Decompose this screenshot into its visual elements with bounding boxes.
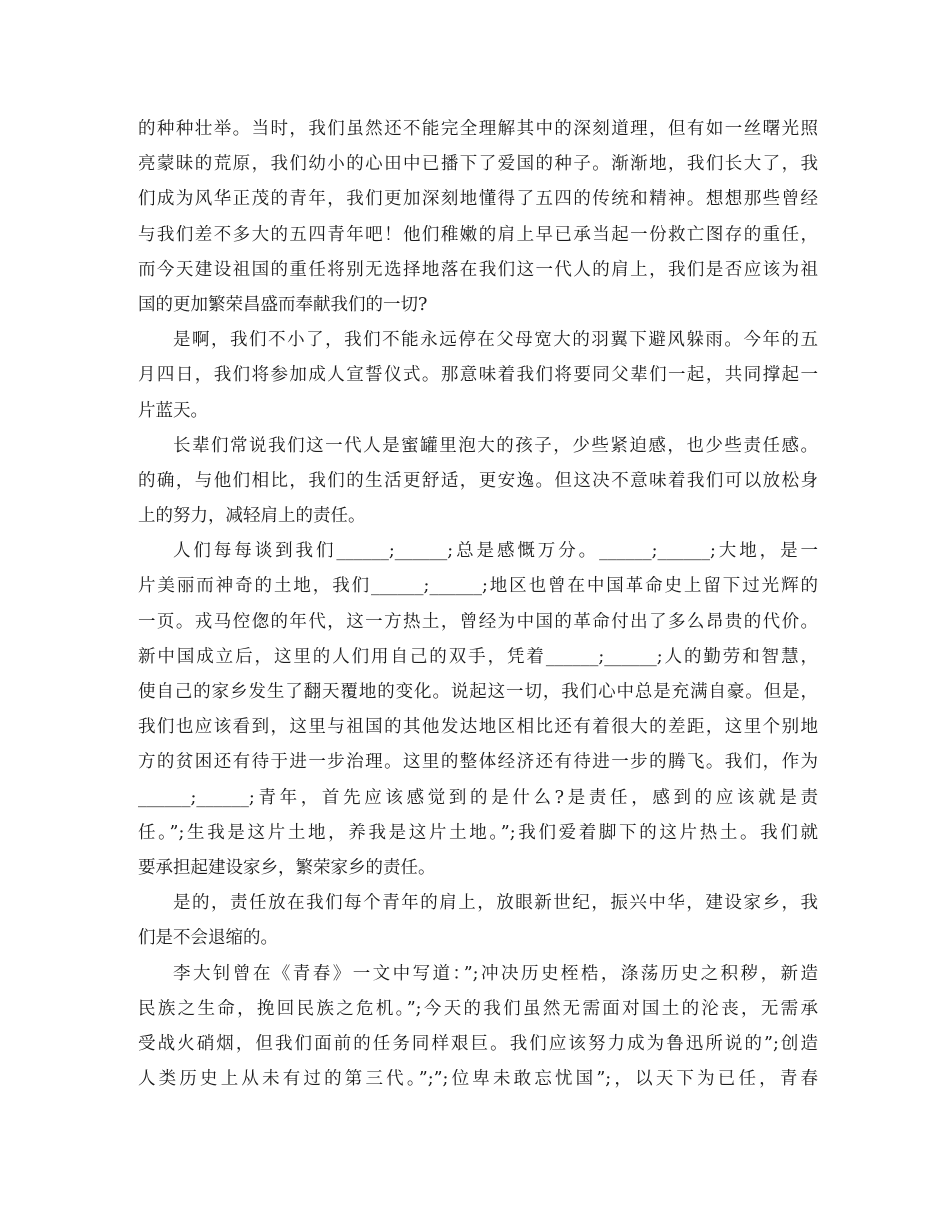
text-line: 们成为风华正茂的青年，我们更加深刻地懂得了五四的传统和精神。想想那些曾经 xyxy=(138,189,818,210)
text-line: 国的更加繁荣昌盛而奉献我们的一切? xyxy=(138,294,428,315)
text-line: 方的贫困还有待于进一步治理。这里的整体经济还有待进一步的腾飞。我们，作为 xyxy=(138,752,818,773)
text-line: 新中国成立后，这里的人们用自己的双手，凭着______;______;人的勤劳和智慧， xyxy=(138,646,818,667)
text-line: 上的努力，减轻肩上的责任。 xyxy=(138,506,366,527)
text-line: 我们也应该看到，这里与祖国的其他发达地区相比还有着很大的差距，这里个别地 xyxy=(138,717,818,738)
text-line: 民族之生命，挽回民族之危机。”;今天的我们虽然无需面对国土的沦丧，无需承 xyxy=(138,998,818,1019)
text-line: 们是不会退缩的。 xyxy=(138,928,278,949)
text-line: 的确，与他们相比，我们的生活更舒适，更安逸。但这决不意味着我们可以放松身 xyxy=(138,470,818,491)
text-line: 使自己的家乡发生了翻天覆地的变化。说起这一切，我们心中总是充满自豪。但是， xyxy=(138,682,818,702)
text-line: 片蓝天。 xyxy=(138,400,208,421)
text-line: 受战火硝烟，但我们面前的任务同样艰巨。我们应该努力成为鲁迅所说的”;创造 xyxy=(138,1033,818,1054)
text-line: 人们每每谈到我们______;______;总是感慨万分。______;______;大地，是一 xyxy=(173,541,818,562)
text-line: 片美丽而神奇的土地，我们______;______;地区也曾在中国革命史上留下过光辉的 xyxy=(138,576,818,597)
text-line: 与我们差不多大的五四青年吧！他们稚嫩的肩上早已承当起一份救亡图存的重任， xyxy=(138,224,818,245)
text-line: 人类历史上从未有过的第三代。”;”;位卑未敢忘忧国”;，以天下为已任，青春 xyxy=(138,1069,818,1090)
document-body xyxy=(138,112,818,1097)
text-line: 月四日，我们将参加成人宣誓仪式。那意味着我们将要同父辈们一起，共同撑起一 xyxy=(138,365,818,386)
text-line: 是的，责任放在我们每个青年的肩上，放眼新世纪，振兴中华，建设家乡，我 xyxy=(173,893,818,914)
text-line: 是啊，我们不小了，我们不能永远停在父母宽大的羽翼下避风躲雨。今年的五 xyxy=(173,330,818,351)
text-line: 长辈们常说我们这一代人是蜜罐里泡大的孩子，少些紧迫感，也少些责任感。 xyxy=(173,435,818,456)
text-line: 而今天建设祖国的重任将别无选择地落在我们这一代人的肩上，我们是否应该为祖 xyxy=(138,259,818,280)
text-line: 任。”;生我是这片土地，养我是这片土地。”;我们爱着脚下的这片热土。我们就 xyxy=(138,822,818,843)
text-line: 要承担起建设家乡，繁荣家乡的责任。 xyxy=(138,857,436,878)
text-line: 的种种壮举。当时，我们虽然还不能完全理解其中的深刻道理，但有如一丝曙光照 xyxy=(138,119,818,139)
text-line: 一页。戎马倥偬的年代，这一方热土，曾经为中国的革命付出了多么昂贵的代价。 xyxy=(138,611,818,632)
text-line: 亮蒙昧的荒原，我们幼小的心田中已播下了爱国的种子。渐渐地，我们长大了，我 xyxy=(138,154,818,175)
text-line: ______;______;青年，首先应该感觉到的是什么?是责任，感到的应该就是责 xyxy=(138,787,818,808)
text-line: 李大钊曾在《青春》一文中写道：”;冲决历史桎梏，涤荡历史之积秽，新造 xyxy=(173,963,818,984)
